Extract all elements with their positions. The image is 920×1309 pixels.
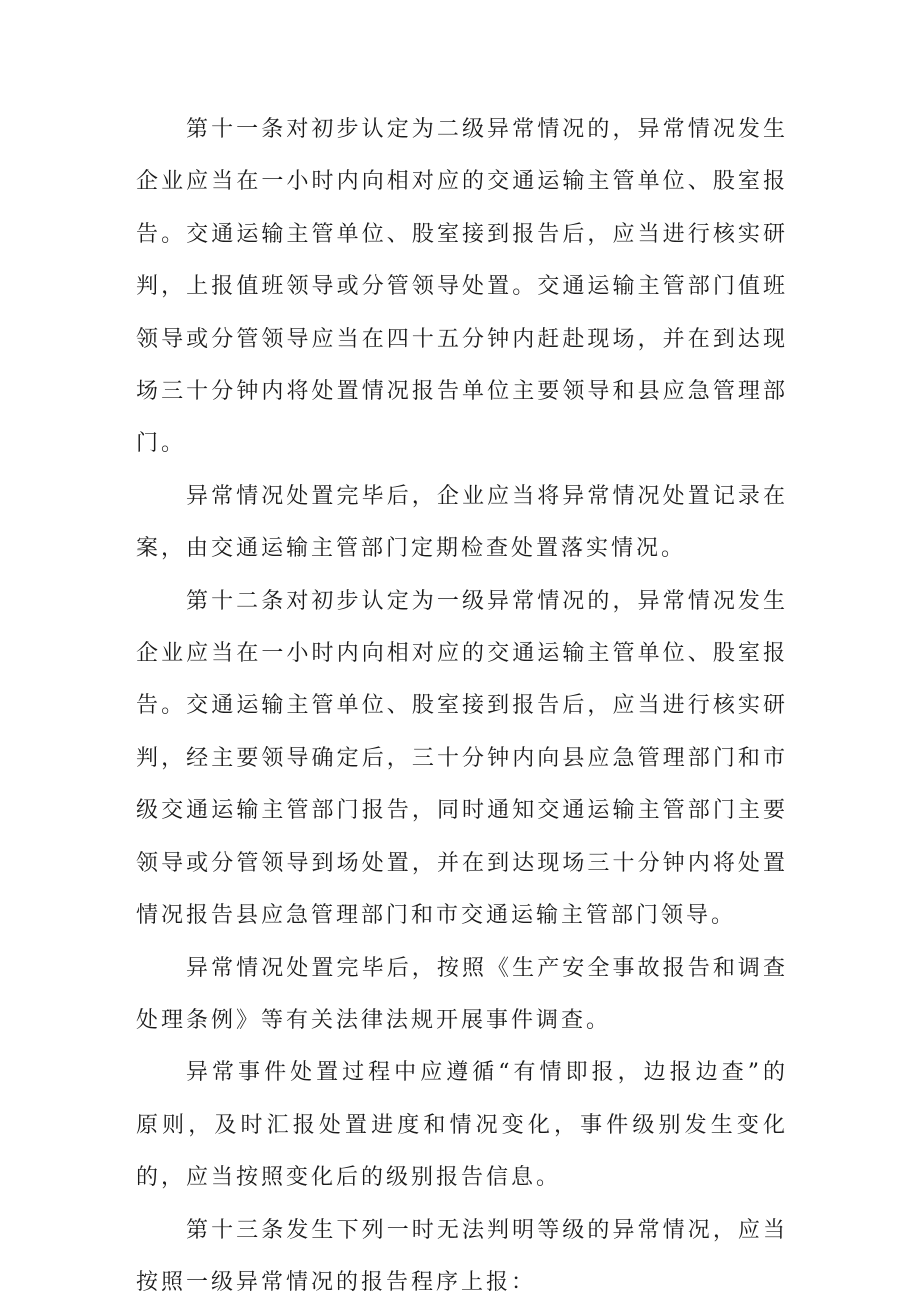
paragraph-article-11: 第十一条对初步认定为二级异常情况的，异常情况发生企业应当在一小时内向相对应的交通运输主管单位、股室报告。交通运输主管单位、股室接到报告后，应当进行核实研判，上报值班领导或分管领导处置。交通运输主管部门值班领导或分管领导应当在四十五分钟内赶赴现场，并在到达现场三十分钟内将处置情况报告单位主要领导和县应急管理部门。 bbox=[136, 117, 788, 457]
paragraph-article-12-followup: 异常情况处置完毕后，按照《生产安全事故报告和调查处理条例》等有关法律法规开展事件调查。 bbox=[136, 955, 788, 1033]
paragraph-article-13: 第十三条发生下列一时无法判明等级的异常情况，应当按照一级异常情况的报告程序上报： bbox=[136, 1217, 788, 1295]
paragraph-reporting-principle: 异常事件处置过程中应遵循“有情即报，边报边查”的原则，及时汇报处置进度和情况变化，事件级别发生变化的，应当按照变化后的级别报告信息。 bbox=[136, 1060, 788, 1191]
paragraph-article-11-followup: 异常情况处置完毕后，企业应当将异常情况处置记录在案，由交通运输主管部门定期检查处置落实情况。 bbox=[136, 483, 788, 562]
paragraph-article-12: 第十二条对初步认定为一级异常情况的，异常情况发生企业应当在一小时内向相对应的交通运输主管单位、股室报告。交通运输主管单位、股室接到报告后，应当进行核实研判，经主要领导确定后，三十分钟内向县应急管理部门和市级交通运输主管部门报告，同时通知交通运输主管部门主要领导或分管领导到场处置，并在到达现场三十分钟内将处置情况报告县应急管理部门和市交通运输主管部门领导。 bbox=[136, 588, 788, 929]
document-body bbox=[136, 104, 788, 1309]
